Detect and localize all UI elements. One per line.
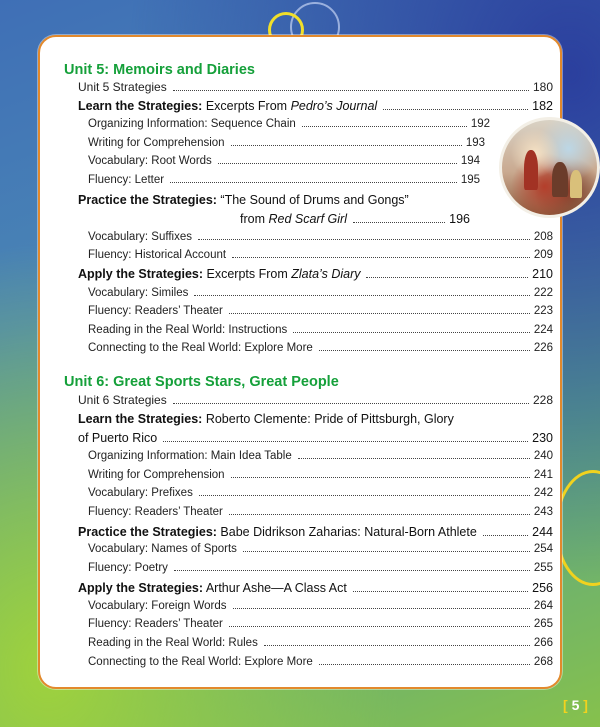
toc-entry-title: from [240,212,269,226]
dot-leader [293,332,530,333]
columbus-painting-image [499,117,600,218]
toc-entry-text [88,342,313,354]
toc-entry-text [78,80,167,94]
page-number-digit: 5 [571,697,580,713]
dot-leader [231,477,530,478]
toc-entry-label: Apply the Strategies: [78,581,204,595]
toc-entry-text [78,267,360,281]
toc-entry-text [88,174,164,186]
toc-entry-text [88,637,258,649]
dot-leader [383,109,528,110]
toc-entry [88,543,553,561]
toc-entry-label: Learn the Strategies: [78,99,203,113]
toc-entry [78,267,553,285]
toc-entry [78,393,553,411]
dot-leader [199,495,530,496]
toc-page-number: 265 [533,618,553,630]
toc-entry-title: Unit 5 Strategies [78,80,167,94]
toc-entry-title: Arthur Ashe—A Class Act [203,581,347,595]
toc-entry-title: Excerpts From [203,267,292,281]
toc-entry-text [78,99,377,113]
dot-leader [194,295,529,296]
toc-entry [78,412,553,430]
toc-entry-italic-title: Pedro’s Journal [290,99,378,113]
toc-entry-title: Fluency: Readers’ Theater [88,305,223,317]
toc-page-number: 180 [532,80,553,94]
dot-leader [264,645,530,646]
dot-leader [231,145,462,146]
toc-entry-text [88,543,237,555]
toc-page-number: 243 [533,506,553,518]
toc-entry [88,618,553,636]
toc-entry [240,212,470,230]
toc-entry [88,637,553,655]
toc-entry-text [88,562,168,574]
toc-entry-title: Reading in the Real World: Instructions [88,324,288,336]
toc-entry-title: Writing for Comprehension [88,469,225,481]
toc-entry [88,656,553,674]
toc-entry-title: Fluency: Letter [88,174,165,186]
toc-entry [78,80,553,98]
toc-entry-text [88,450,292,462]
toc-page-number: 223 [533,305,553,317]
toc-page-number: 210 [532,267,553,281]
dot-leader [170,182,457,183]
toc-entry [88,600,553,618]
toc-entry-text [88,287,188,299]
toc-entry-text [88,324,287,336]
toc-entry [88,137,485,155]
toc-page-number: 195 [460,174,480,186]
toc-page-number: 226 [533,342,553,354]
toc-entry-text [88,487,193,499]
toc-entry-label: Practice the Strategies: [78,525,217,539]
toc-page-number: 193 [465,137,485,149]
toc-entry-label: Learn the Strategies: [78,412,203,426]
toc-entry-text [78,581,347,595]
toc-entry-title: Vocabulary: Root Words [88,155,212,167]
toc-entry-text [88,618,223,630]
toc-entry [88,487,553,505]
toc-entry-text [88,469,225,481]
toc-entry [78,581,553,599]
dot-leader [229,313,530,314]
toc-entry-title: Unit 6 Strategies [78,393,167,407]
toc-entry-italic-title: Zlata’s Diary [291,267,361,281]
dot-leader [366,277,528,278]
toc-page-number: 230 [532,431,553,445]
toc-page-number: 228 [532,393,553,407]
toc-entry-text [78,525,477,539]
toc-page-number: 241 [533,469,553,481]
toc-page-number: 268 [533,656,553,668]
toc-entry-title: Vocabulary: Similes [88,287,189,299]
toc-entry-title: Vocabulary: Foreign Words [88,600,227,612]
toc-entry-text [88,506,223,518]
unit-heading: Unit 5: Memoirs and Diaries [64,62,255,78]
toc-entry [78,193,470,211]
toc-entry [88,342,553,360]
toc-entry [88,155,480,173]
toc-entry-title: Vocabulary: Names of Sports [88,543,237,555]
toc-entry-text [78,431,157,445]
toc-page-number: 224 [533,324,553,336]
toc-entry [88,287,553,305]
toc-entry [88,506,553,524]
toc-entry-text [88,656,313,668]
dot-leader [198,239,530,240]
toc-entry-text [88,155,212,167]
toc-page-number: 244 [532,525,553,539]
dot-leader [319,664,530,665]
dot-leader [302,126,467,127]
toc-entry-title: Fluency: Readers’ Theater [88,618,223,630]
toc-entry-title: Babe Didrikson Zaharias: Natural-Born Athlete [216,525,477,539]
toc-entry [88,450,553,468]
toc-entry-title: Vocabulary: Prefixes [88,487,193,499]
toc-page-number: 194 [460,155,480,167]
dot-leader [163,441,528,442]
dot-leader [243,551,530,552]
toc-page-number: 242 [533,487,553,499]
toc-page-number: 196 [449,212,470,226]
toc-entry [78,431,553,449]
toc-page-number: 192 [470,118,490,130]
toc-entry [88,231,553,249]
toc-entry-title: Vocabulary: Suffixes [88,231,192,243]
toc-entry [88,249,553,267]
unit-heading: Unit 6: Great Sports Stars, Great People [64,374,339,390]
toc-entry-title: Connecting to the Real World: Explore More [88,656,313,668]
toc-page-number: 255 [533,562,553,574]
toc-entry-title: “The Sound of Drums and Gongs” [216,193,409,207]
dot-leader [483,535,528,536]
dot-leader [229,514,530,515]
toc-entry-title: Connecting to the Real World: Explore More [88,342,313,354]
toc-entry-title: Organizing Information: Sequence Chain [88,118,296,130]
toc-entry-text [240,212,347,226]
dot-leader [353,222,445,223]
toc-entry [78,525,553,543]
toc-entry-text [78,193,409,207]
toc-page-number: 209 [533,249,553,261]
toc-entry [88,324,553,342]
toc-entry [78,99,553,117]
toc-entry [88,562,553,580]
toc-entry-title: Fluency: Poetry [88,562,168,574]
toc-entry [88,118,490,136]
toc-entry [88,469,553,487]
toc-entry-title: of Puerto Rico [78,431,158,445]
toc-entry-label: Apply the Strategies: [78,267,204,281]
toc-entry-text [88,600,227,612]
dot-leader [232,257,530,258]
toc-entry [88,174,480,192]
toc-entry [88,305,553,323]
toc-entry-title: Fluency: Historical Account [88,249,227,261]
toc-entry-text [88,249,226,261]
dot-leader [173,403,529,404]
toc-page-number: 266 [533,637,553,649]
dot-leader [173,90,529,91]
toc-entry-title: Writing for Comprehension [88,137,225,149]
page-number: [ 5 ] [563,697,588,713]
toc-entry-text [88,305,223,317]
painting-figure [570,170,582,198]
toc-page-number: 240 [533,450,553,462]
painting-figure [524,150,538,190]
toc-page-number: 182 [532,99,553,113]
toc-entry-italic-title: Red Scarf Girl [268,212,347,226]
painting-figure [552,162,568,197]
dot-leader [218,163,457,164]
toc-page-number: 222 [533,287,553,299]
dot-leader [233,608,530,609]
toc-page-number: 264 [533,600,553,612]
toc-entry-text [78,393,167,407]
toc-page-number: 208 [533,231,553,243]
toc-entry-title: Organizing Information: Main Idea Table [88,450,292,462]
toc-entry-text [88,118,296,130]
dot-leader [353,591,528,592]
toc-entry-title: Reading in the Real World: Rules [88,637,258,649]
toc-entry-text [78,412,454,426]
toc-entry-label: Practice the Strategies: [78,193,217,207]
toc-page-number: 256 [532,581,553,595]
toc-entry-title: Fluency: Readers’ Theater [88,506,223,518]
toc-page-number: 254 [533,543,553,555]
dot-leader [298,458,530,459]
toc-entry-text [88,137,225,149]
toc-entry-text [88,231,192,243]
toc-entry-title: Excerpts From [202,99,291,113]
dot-leader [319,350,530,351]
dot-leader [229,626,530,627]
dot-leader [174,570,530,571]
toc-entry-title: Roberto Clemente: Pride of Pittsburgh, Glory [202,412,454,426]
